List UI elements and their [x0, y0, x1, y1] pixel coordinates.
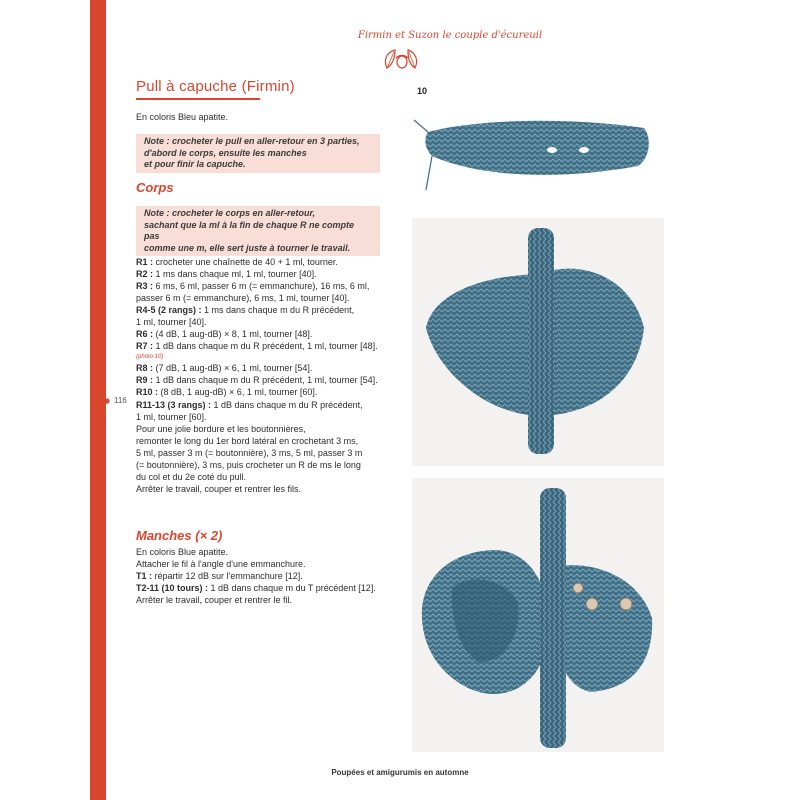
instruction-row: R3 : 6 ms, 6 ml, passer 6 m (= emmanchure), 16 ms, 6 ml, — [136, 281, 370, 292]
instruction-row: R4-5 (2 rangs) : 1 ms dans chaque m du R précédent, — [136, 305, 355, 316]
instruction-row: R7 : 1 dB dans chaque m du R précédent, 1 ml, tourner [48]. — [136, 341, 378, 352]
photo-10 — [412, 98, 664, 198]
instruction-row: T2-11 (10 tours) : 1 dB dans chaque m du T précédent [12]. — [136, 583, 376, 594]
note-line: sachant que la ml à la fin de chaque R ne compte pas — [144, 219, 355, 241]
note-parts — [136, 134, 380, 173]
footer-book-title: Poupées et amigurumis en automne — [331, 768, 469, 777]
instruction-row: R8 : (7 dB, 1 aug-dB) × 6, 1 ml, tourner [54]. — [136, 363, 313, 374]
note-line: comme une m, elle sert juste à tourner le travail. — [144, 242, 351, 253]
instruction-row: En coloris Blue apatite. — [136, 547, 229, 557]
border-line: remonter le long du 1er bord latéral en crochetant 3 ms, — [136, 435, 359, 446]
instruction-row: R10 : (8 dB, 1 aug-dB) × 6, 1 ml, tourner [60]. — [136, 387, 318, 398]
instruction-row: Attacher le fil à l'angle d'une emmanchure. — [136, 559, 306, 570]
page-marker-icon — [104, 398, 110, 404]
instruction-row: passer 6 m (= emmanchure), 6 ms, 1 ml, tourner [40]. — [136, 293, 350, 304]
color-line: En coloris Bleu apatite. — [136, 112, 229, 122]
corps-title: Corps — [136, 180, 174, 195]
instruction-row: R9 : 1 dB dans chaque m du R précédent, 1 ml, tourner [54]. — [136, 375, 378, 386]
instruction-row: Arrêter le travail, couper et rentrer le fil. — [136, 595, 293, 606]
section-title: Pull à capuche (Firmin) — [136, 78, 295, 95]
note-line: d'abord le corps, ensuite les manches — [144, 147, 307, 158]
instruction-row: R11-13 (3 rangs) : 1 dB dans chaque m du R précédent, — [136, 399, 363, 410]
instruction-row: 1 ml, tourner [60]. — [136, 411, 207, 422]
crochet-body-flat-image — [412, 218, 664, 466]
header-title: Firmin et Suzon le couple d'écureuil — [357, 30, 543, 41]
note-line: Note : crocheter le corps en aller-retour, — [144, 208, 316, 218]
manches-title: Manches (× 2) — [136, 528, 223, 543]
corps-instructions — [136, 256, 398, 495]
border-line: du col et du 2e coté du pull. — [136, 471, 247, 482]
manches-instructions — [136, 546, 398, 606]
photo-11 — [412, 218, 664, 466]
instruction-row: 1 ml, tourner [40]. — [136, 317, 207, 328]
photo-12 — [412, 478, 664, 752]
note-corps — [136, 206, 380, 256]
border-line: 5 ml, passer 3 m (= boutonnière), 3 ms, 5 ml, passer 3 m — [136, 447, 363, 458]
page-number: 116 — [114, 396, 127, 405]
border-line: Pour une jolie bordure et les boutonnières, — [136, 423, 306, 434]
instruction-row: R2 : 1 ms dans chaque ml, 1 ml, tourner [40]. — [136, 269, 317, 280]
note-line: et pour finir la capuche. — [144, 159, 246, 169]
border-line: (= boutonnière), 3 ms, puis crocheter un R de ms le long — [136, 459, 361, 470]
instruction-row: T1 : répartir 12 dB sur l'emmanchure [12]. — [136, 571, 303, 582]
figure-label-10: 10 — [417, 86, 428, 96]
photo-reference: (photo 10) — [136, 354, 164, 361]
crochet-strip-image — [412, 98, 664, 198]
instruction-row: R1 : crocheter une chaînette de 40 + 1 ml, tourner. — [136, 257, 338, 267]
border-line: Arrêter le travail, couper et rentrer les fils. — [136, 483, 302, 494]
section-title-underline — [136, 98, 260, 100]
crochet-sweater-folded-image — [412, 478, 664, 752]
note-line: Note : crocheter le pull en aller-retour en 3 parties, — [144, 136, 360, 146]
leaf-acorn-ornament-icon — [381, 42, 421, 74]
instruction-row: R6 : (4 dB, 1 aug-dB) × 8, 1 ml, tourner [48]. — [136, 329, 313, 340]
